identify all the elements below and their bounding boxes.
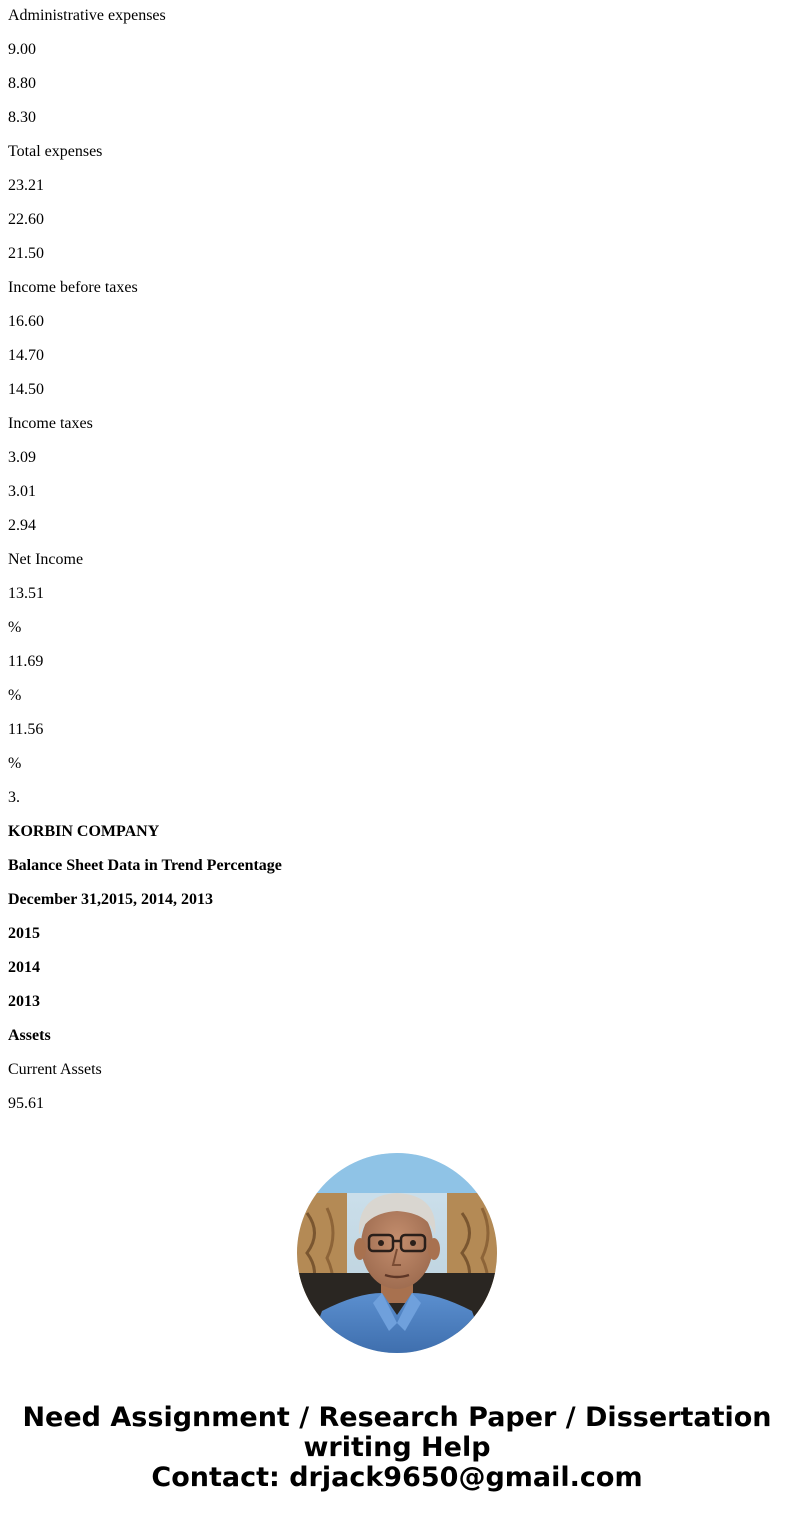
document-body	[8, 0, 788, 1122]
text-line: Income taxes	[8, 415, 93, 432]
promo-line-1: Need Assignment / Research Paper / Dissertation	[22, 1402, 772, 1433]
text-line: 3.	[8, 789, 20, 806]
text-line: 11.69	[8, 653, 44, 670]
promo-contact: Contact: drjack9650@gmail.com	[151, 1462, 643, 1493]
author-avatar	[297, 1153, 497, 1353]
text-line: 14.50	[8, 381, 44, 398]
heading-line: 2013	[8, 993, 40, 1010]
text-line: Current Assets	[8, 1061, 102, 1078]
text-line: 8.80	[8, 75, 36, 92]
promo-line-2: writing Help	[303, 1432, 491, 1463]
heading-line: Assets	[8, 1027, 51, 1044]
avatar-portrait-icon	[297, 1153, 497, 1353]
text-line: 13.51	[8, 585, 44, 602]
text-line: 23.21	[8, 177, 44, 194]
heading-line: December 31,2015, 2014, 2013	[8, 891, 213, 908]
text-line: 95.61	[8, 1095, 44, 1112]
text-line: 22.60	[8, 211, 44, 228]
text-line: 11.56	[8, 721, 44, 738]
text-line: 3.01	[8, 483, 36, 500]
text-line: %	[8, 755, 22, 772]
text-line: 3.09	[8, 449, 36, 466]
text-line: Income before taxes	[8, 279, 138, 296]
text-line: 2.94	[8, 517, 36, 534]
text-line: %	[8, 619, 22, 636]
text-line: Net Income	[8, 551, 84, 568]
heading-line: 2014	[8, 959, 40, 976]
heading-line: 2015	[8, 925, 40, 942]
text-line: Total expenses	[8, 143, 103, 160]
text-line: Administrative expenses	[8, 7, 166, 24]
text-line: 8.30	[8, 109, 36, 126]
text-line: %	[8, 687, 22, 704]
text-line: 16.60	[8, 313, 44, 330]
text-line: 9.00	[8, 41, 36, 58]
heading-line: KORBIN COMPANY	[8, 823, 160, 840]
heading-line: Balance Sheet Data in Trend Percentage	[8, 857, 282, 874]
text-line: 14.70	[8, 347, 44, 364]
promo-banner	[0, 1403, 794, 1493]
text-line: 21.50	[8, 245, 44, 262]
